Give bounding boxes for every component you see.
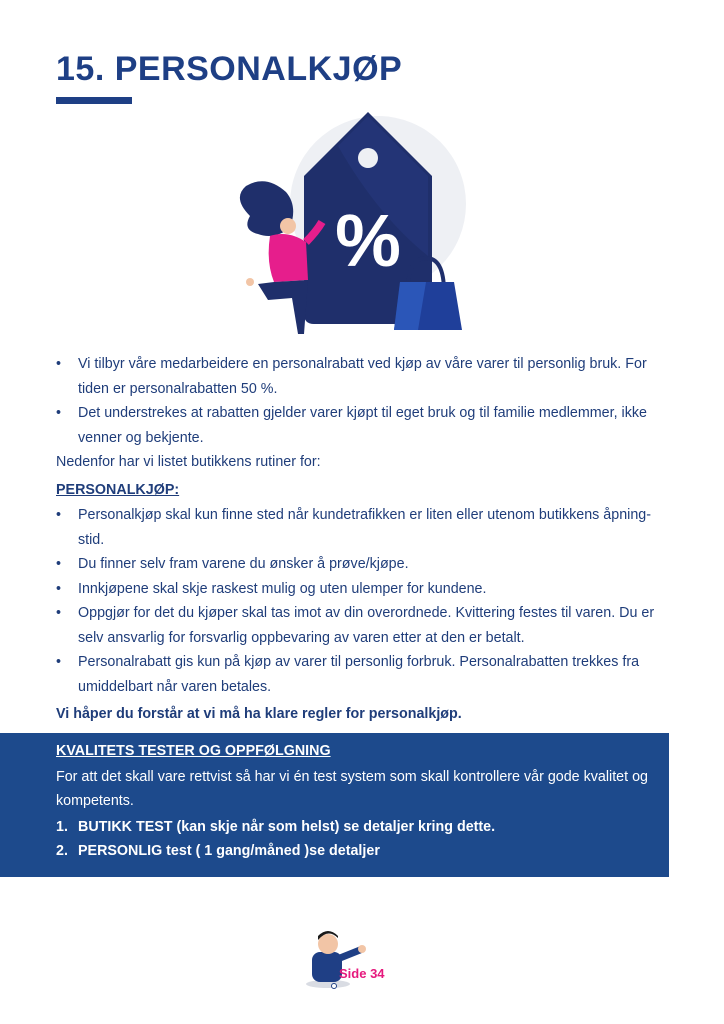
list-item: • Oppgjør for det du kjøper skal tas imot av din overordnede. Kvittering festes til varen. Du er selv ansvarlig for forsvarlig oppbevaring av varen etter at den er betalt. — [56, 601, 674, 650]
woman-head — [280, 218, 296, 234]
test-list — [56, 815, 656, 864]
woman-pants — [258, 280, 308, 334]
page-title: 15. PERSONALKJØP — [56, 50, 403, 88]
mascot-head — [318, 934, 338, 954]
mascot-illustration — [290, 922, 420, 992]
tag-hole — [358, 148, 378, 168]
list-number: 2. — [56, 843, 68, 859]
list-text: PERSONLIG test ( 1 gang/måned )se detaljer — [78, 843, 380, 859]
list-item — [56, 839, 656, 864]
rules-bullet-list — [56, 503, 674, 699]
closing-statement: Vi håper du forstår at vi må ha klare regler for personalkjøp. — [56, 706, 462, 722]
list-number: 1. — [56, 818, 68, 835]
quality-info-box — [0, 733, 669, 877]
percent-symbol: % — [335, 199, 401, 282]
list-item: • Det understrekes at rabatten gjelder varer kjøpt til eget bruk og til familie medlemmer, ikke venner og bekjente. — [56, 401, 674, 450]
list-item: • Personalkjøp skal kun finne sted når kundetrafikken er liten eller utenom butikkens åpning-stid. — [56, 503, 674, 552]
list-item — [56, 815, 656, 840]
list-item: • Personalrabatt gis kun på kjøp av varer til personlig forbruk. Personalrabatten trekkes fra umiddelbart når varen betales. — [56, 650, 674, 699]
main-content — [56, 352, 674, 699]
list-item: • Innkjøpene skal skje raskest mulig og uten ulemper for kundene. — [56, 577, 674, 602]
list-item: • Du finner selv fram varene du ønsker å prøve/kjøpe. — [56, 552, 674, 577]
box-description: For att det skall vare rettvist så har vi én test system som skall kontrollere vår gode kvalitet og kompetents. — [56, 768, 648, 809]
section-heading: PERSONALKJØP: — [56, 481, 180, 498]
list-text: BUTIKK TEST (kan skje når som helst) se detaljer kring dette. — [78, 818, 496, 835]
page-number: Side 34 — [339, 966, 385, 981]
woman-shirt — [269, 234, 308, 282]
discount-tag-illustration — [228, 106, 478, 342]
list-item: • Vi tilbyr våre medarbeidere en personalrabatt ved kjøp av våre varer til personlig bruk. For tiden er personalrabatten 50 %. — [56, 352, 674, 401]
intro-line: Nedenfor har vi listet butikkens rutiner for: — [56, 454, 321, 470]
title-underline-bar — [56, 97, 132, 104]
box-heading: KVALITETS TESTER OG OPPFØLGNING — [56, 743, 331, 759]
intro-bullet-list — [56, 352, 674, 450]
